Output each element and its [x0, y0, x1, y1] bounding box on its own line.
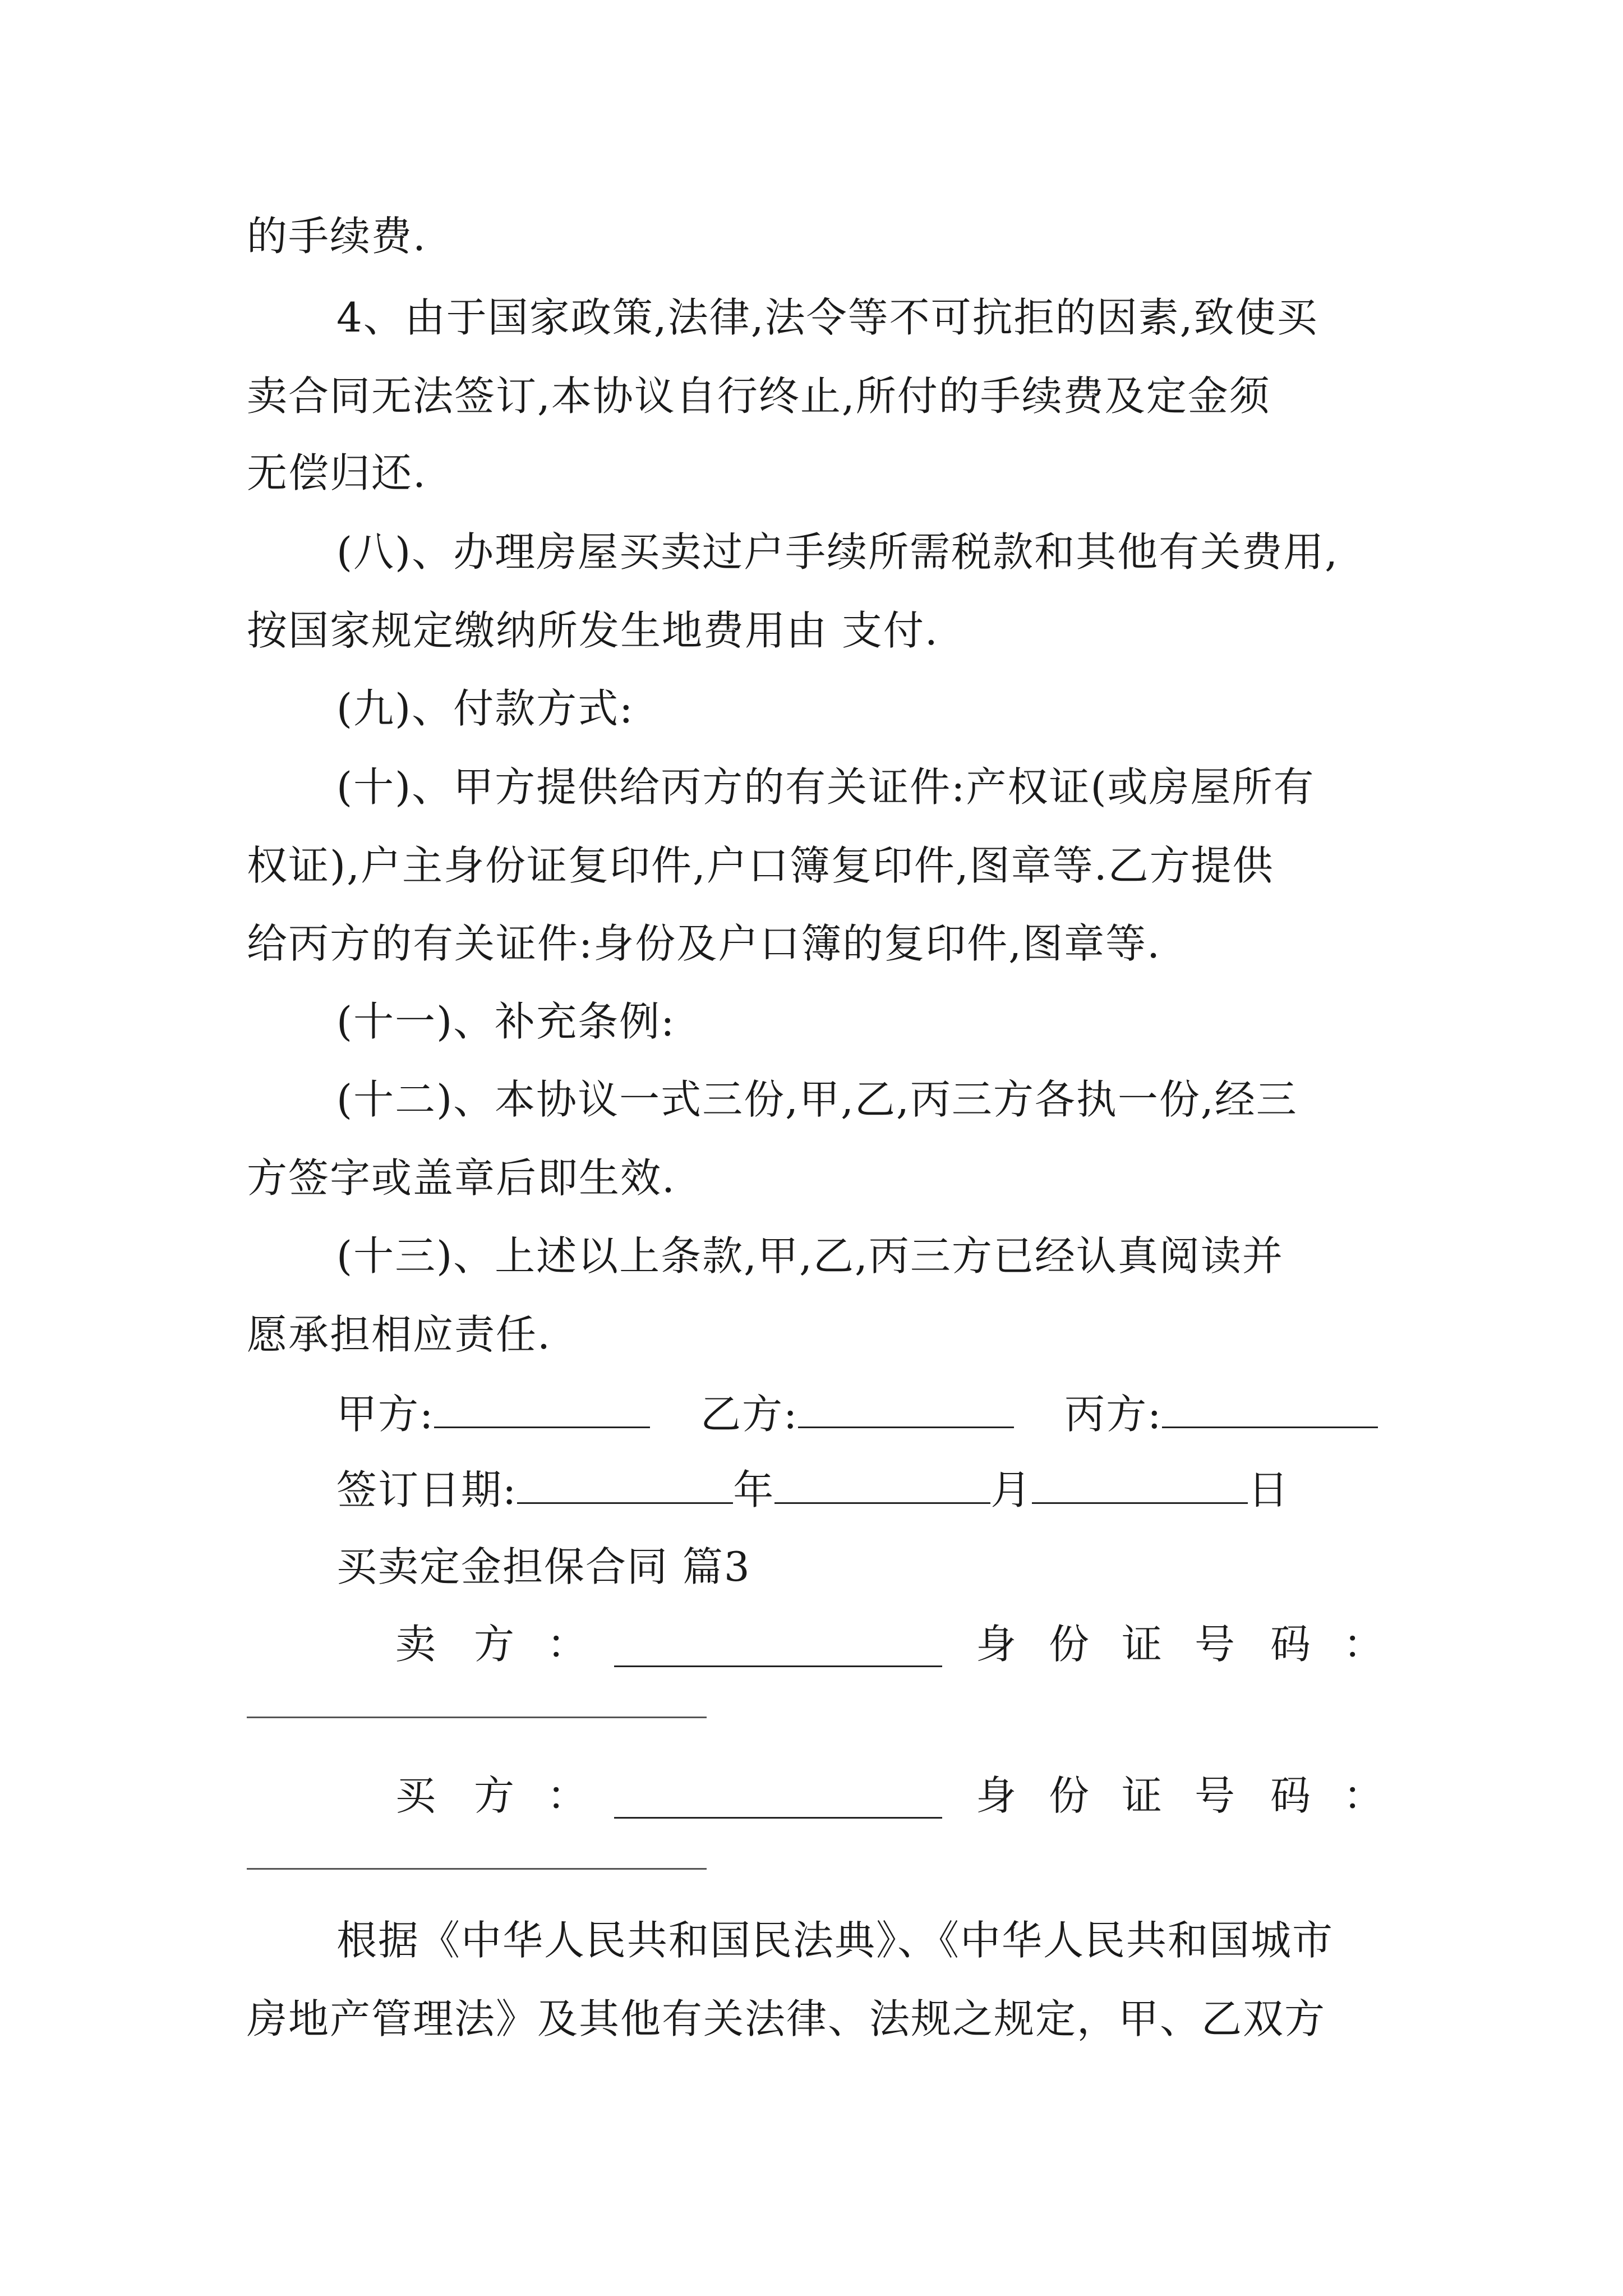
party-c-label: 丙方:: [1064, 1391, 1163, 1438]
party-b-blank[interactable]: [798, 1423, 1014, 1428]
buyer-char: 方: [474, 1772, 516, 1819]
clause-10-line-1: (十)、甲方提供给丙方的有关证件:产权证(或房屋所有: [336, 763, 1315, 811]
month-blank[interactable]: [774, 1499, 990, 1504]
section-title: 买卖定金担保合同 篇3: [336, 1543, 751, 1590]
seller-id-blank[interactable]: [247, 1717, 707, 1718]
clause-4-line-2: [247, 372, 1382, 420]
law-line-1: 根据《中华人民共和国民法典》、《中华人民共和国城市: [336, 1917, 1334, 1964]
clause-4-text: 卖合同无法签订,本协议自行终止,所付的手续费及定金须: [247, 372, 1271, 420]
seller-name-blank[interactable]: [614, 1662, 942, 1667]
party-b-label: 乙方:: [700, 1391, 799, 1438]
id-char: 码: [1270, 1772, 1312, 1819]
buyer-char: ：: [547, 1772, 589, 1819]
clause-10-line-3: 给丙方的有关证件:身份及户口簿的复印件,图章等.: [247, 920, 1161, 967]
year-blank[interactable]: [517, 1499, 733, 1504]
clause-8-line-1: (八)、办理房屋买卖过户手续所需税款和其他有关费用,: [336, 528, 1339, 576]
clause-4-line-3: 无偿归还.: [247, 449, 427, 496]
clause-12-line-1: (十二)、本协议一式三份,甲,乙,丙三方各执一份,经三: [336, 1076, 1298, 1123]
id-char: 份: [1049, 1772, 1091, 1819]
sign-date-row: [336, 1466, 1290, 1513]
clause-8-line-2: 按国家规定缴纳所发生地费用由 支付.: [247, 607, 939, 654]
clause-13-line-2: 愿承担相应责任.: [247, 1311, 551, 1358]
buyer-char: 买: [395, 1772, 437, 1819]
buyer-row: [395, 1772, 1385, 1820]
id-char: ：: [1343, 1772, 1385, 1819]
day-label: 日: [1248, 1466, 1290, 1513]
month-label: 月: [990, 1466, 1032, 1513]
id-char: 份: [1049, 1621, 1091, 1668]
id-char: 证: [1122, 1772, 1164, 1819]
year-label: 年: [733, 1466, 775, 1513]
law-line-2: 房地产管理法》及其他有关法律、法规之规定，甲、乙双方: [247, 1995, 1326, 2042]
id-char: 证: [1122, 1621, 1164, 1668]
seller-row: [395, 1621, 1385, 1669]
buyer-name-blank[interactable]: [614, 1814, 942, 1819]
id-char: 号: [1195, 1772, 1237, 1819]
text-line: 的手续费.: [247, 213, 427, 260]
buyer-id-blank[interactable]: [247, 1868, 707, 1870]
clause-4-text: 4、由于国家政策,法律,法令等不可抗拒的因素,致使买: [336, 294, 1318, 341]
id-char: 身: [976, 1621, 1018, 1668]
id-char: ：: [1343, 1621, 1385, 1668]
day-blank[interactable]: [1032, 1499, 1248, 1504]
party-a-label: 甲方:: [336, 1391, 435, 1438]
seller-char: 卖: [395, 1621, 437, 1668]
party-c-blank[interactable]: [1162, 1423, 1378, 1428]
id-char: 码: [1270, 1621, 1312, 1668]
clause-9: (九)、付款方式:: [336, 685, 634, 732]
clause-12-line-2: 方签字或盖章后即生效.: [247, 1154, 676, 1202]
clause-4-line-1: [336, 294, 1382, 341]
seller-char: 方: [474, 1621, 516, 1668]
clause-10-line-2: 权证),户主身份证复印件,户口簿复印件,图章等.乙方提供: [247, 842, 1274, 889]
sign-date-label: 签订日期:: [336, 1466, 518, 1513]
party-signature-row: [336, 1391, 1378, 1438]
clause-13-line-1: (十三)、上述以上条款,甲,乙,丙三方已经认真阅读并: [336, 1232, 1284, 1280]
id-char: 身: [976, 1772, 1018, 1819]
seller-char: ：: [547, 1621, 589, 1668]
id-char: 号: [1195, 1621, 1237, 1668]
clause-11: (十一)、补充条例:: [336, 998, 676, 1045]
party-a-blank[interactable]: [434, 1423, 650, 1428]
